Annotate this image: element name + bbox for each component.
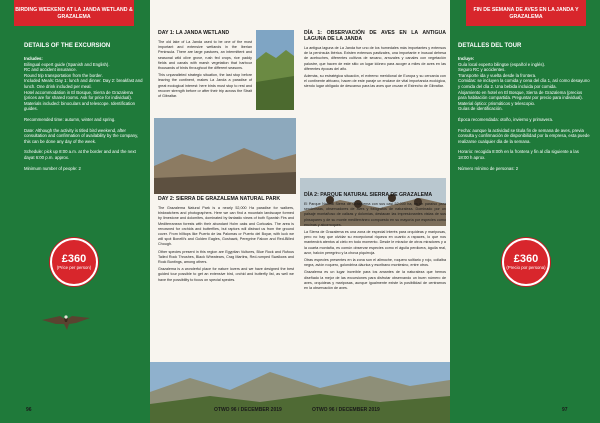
left-price-note: (Price per person) — [56, 265, 92, 270]
include-item: RC and accident insurance. — [24, 67, 77, 73]
landscape-photo-small — [256, 30, 294, 110]
right-sidebar — [450, 0, 600, 423]
dia1-title: DÍA 1: OBSERVACIÓN DE AVES EN LA ANTIGUA LAGUNA DE LA JANDA — [304, 30, 446, 42]
dia2-paragraph: Otras especies presentes en la zona son el alimoche, roquero solitario y rojo, collalba negra, avión roquero, golondrina dáurica y escribano montesino, entre otros. — [304, 258, 446, 268]
include-item: Alojamiento en hotel en El Bosque, Sierra de Grazalema (precios para habitación compartida. Preguntar por precio para individual). — [458, 89, 583, 101]
right-banner: FIN DE SEMANA DE AVES EN LA JANDA Y GRAZALEMA — [466, 0, 586, 26]
right-details-text — [458, 56, 590, 176]
day2-paragraph: Grazalema is a wonderful place for nature lovers and we have designed the best guided tour possible to get an extensive bird, orchid and butterfly list, as well we have the possibility to focus on special species. — [158, 267, 294, 282]
right-page-number: 97 — [562, 407, 568, 413]
include-item: Materials included: binoculars and telescope. Identification guides. — [24, 100, 136, 112]
day2-title: DAY 2: SIERRA DE GRAZALEMA NATURAL PARK — [158, 196, 281, 202]
include-item: Transporte ida y vuelta desde la frontera. — [458, 72, 537, 78]
minimo-personas: Número mínimo de personas: 2 — [458, 165, 519, 171]
dia2-paragraph: La Sierra de Grazalema es una zona de especial interés para orquídeas y mariposas, pero no hay que olvidar su excepcional riqueza en cuanto a rapaces, lo que nos mantendrá atentos al cielo en todo momento. Desde le mirador de otros miradores y a la cuarta montaña, es común observar especies como el águila perdicera, águila real, azor, halcón peregrino y la chova piquirroja. — [304, 230, 446, 255]
include-item: Guías de identificación. — [458, 106, 503, 112]
right-price-badge — [502, 238, 550, 286]
right-details-title: DETALLES DEL TOUR — [458, 43, 522, 49]
include-item: Comidas: se incluyen la comida y cena del día 1, así como desayuno y comida del día 2. Una bebida incluida por comida. — [458, 78, 590, 89]
center-content — [150, 0, 450, 423]
minimum-people: Minimum number of people: 2 — [24, 165, 81, 171]
footer-left: OTWO 96 / DECEMBER 2019 — [214, 407, 282, 413]
day1-title: DAY 1: LA JANDA WETLAND — [158, 30, 230, 36]
fecha-text: Fecha: aunque la actividad se titula fin de semana de aves, previa consulta y confirmación de disponibilidad por la empresa, esta puede realizarse cualquier día de la semana. — [458, 127, 590, 144]
season-text: Época recomendada: otoño, invierno y primavera. — [458, 116, 554, 122]
include-item: Material óptico: prismáticos y telescopio. — [458, 100, 536, 106]
day2-paragraph: The Grazalema Natural Park is a nearly 52,000 Ha paradise for walkers, birdwatchers and photographers. Here we can find a mountain landscape formed by limestone and dolomites, dominated by fantastic views of both Spanish Firs and Mediterranean forests with their abundant Holm oaks and Corkoaks. The area is renowned for orchids and butterflies, but raptors will distract us from the ground cover. From hilltops like Puerto de las Palomas or Puerto del Boyar, with luck we will spot Bonelli's and Golden Eagles, Goshawk, Peregrine Falcon and Red-Billed Chough. — [158, 206, 294, 247]
left-banner: BIRDING WEEKEND AT LA JANDA WETLAND & GRAZALEMA — [14, 0, 134, 26]
schedule-text: Schedule: pick up 8:00 a.m. at the border and and the next dayat 6:00 p.m. approx. — [24, 149, 136, 160]
eagle-photo — [40, 302, 92, 342]
left-details-title: DETAILS OF THE EXCURSION — [24, 43, 111, 49]
dia2-paragraph: Grazalema es un lugar increíble para los amantes de la naturaleza que hemos diseñado la mejor de las excursiones para disfrutar observando un buen número de aves, orquídeas y mariposas, aunque igualmente existe la posibilidad de centrarnos en la observación de aves. — [304, 270, 446, 291]
include-item: Hotel accommodation in El Bosque, Sierra de Grazalema (prices are for shared rooms. Ask for price for individual). — [24, 89, 133, 101]
left-details-text — [24, 56, 144, 176]
left-page-number: 96 — [26, 407, 32, 413]
day1-paragraph: The old lake of La Janda used to be one of the most important and extensive wetlands in the Iberian Peninsula. There are large pastures, an intermittent and seasonal wild olive grove, rush fed crops, rice paddy fields and canals with marsh vegetation that harbour thousands of birds throughout the different seasons. — [158, 40, 252, 71]
vultures-photo — [154, 118, 296, 194]
dia1-paragraph: La antigua laguna de La Janda fue uno de los humedales más importantes y extensos de la península Ibérica. Existen extensos pastizales, una importante e inusual dehesa de acebuches, diferentes cultivos de secano, arrozales y canales con vegetación palustre, que hacen de este sitio un lugar idóneo para acoger a miles de aves en las diferentes épocas del año. — [304, 46, 446, 71]
include-item: Bilingual expert guide (Spanish and English). — [24, 61, 110, 67]
include-item: Seguro RC y accidentes. — [458, 67, 506, 73]
left-price-badge — [50, 238, 98, 286]
include-item: Included Meals: Day 1: lunch and dinner. Day 2: breakfast and lunch. One drink included per meal. — [24, 78, 143, 89]
dia2-title: DÍA 2: PARQUE NATURAL SIERRA DE GRAZALEMA — [304, 192, 433, 198]
includes-heading: Includes: — [24, 56, 43, 61]
dia2-paragraph: El Parque Natural Sierra de Grazalema con sus casi 52.000 ha, es un paraíso para senderistas, observadores de aves y fotógrafos de naturaleza. Dominado por un paisaje montañoso de calizas y dolomías, destacan las impresionantes vistas de sus pinsapares y de su monte mediterráneo compuesto en su mayoría por especies como encinas y alcornoques. — [304, 202, 446, 227]
include-item: Round trip transportation from the border. — [24, 72, 103, 78]
incluye-heading: Incluye: — [458, 56, 475, 61]
recommended-time: Recommended time: autumn, winter and spring. — [24, 116, 116, 122]
day2-paragraph: Other species present in this region are Egyptian Vultures, Blue Rock and Rufous Tailed Rock Thrushes, Black Wheatears, Crag Martins, Red-rumped Swallows and Rock Buntings, among others. — [158, 249, 294, 265]
right-price-note: (Precio por persona) — [506, 265, 546, 270]
right-price: £360 — [513, 253, 539, 265]
spanish-column — [304, 30, 446, 92]
english-column-day2 — [158, 196, 294, 285]
include-item: Guía local experto bilingüe (español e inglés). — [458, 61, 546, 67]
dates-text: Date: Although the activity is titled bird weekend, after consultation and confirmation of availability by the company, this can be done any day of the week. — [24, 127, 139, 144]
left-sidebar — [0, 0, 150, 423]
english-column — [158, 30, 252, 101]
mountain-panorama-photo — [150, 362, 450, 423]
horario-text: Horario: recogida 8:00h en la frontera y fin al día siguiente a las 18:00 h aprox. — [458, 149, 579, 160]
footer-right: OTWO 96 / DECEMBER 2019 — [312, 407, 380, 413]
dia1-paragraph: Además, su estratégica situación, el extremo meridional de Europa y su cercanía con el continente africano, hacen de este paraje un enclave de vital importancia ecológica, siendo lugar obligado de descanso para las aves que cruzan el Estrecho de Gibraltar. — [304, 74, 446, 89]
left-price: £360 — [61, 253, 87, 265]
spanish-column-day2 — [304, 192, 446, 293]
day1-paragraph: This unparalleled strategic situation, the last stop before leaving the continent, makes La Janda a paradise of great ecological interest: here birds must stop to rest and recover strength before or after their trip across the Strait of Gibraltar. — [158, 73, 252, 99]
